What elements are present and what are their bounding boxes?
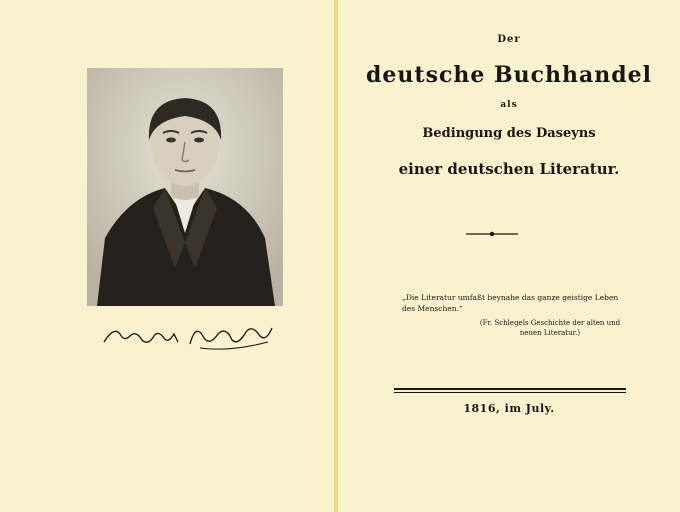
- quote-line-1: „Die Literatur umfaßt beynahe das ganze geistige Leben: [402, 293, 619, 302]
- rule-thick: [394, 388, 626, 390]
- epigraph-quote: [402, 292, 652, 314]
- quote-line-2: des Menschen.“: [402, 304, 463, 313]
- source-line-1: (Fr. Schlegels Geschichte der alten und: [479, 319, 621, 327]
- epigraph-source: [470, 318, 630, 338]
- title-literatur: einer deutschen Literatur.: [398, 160, 620, 178]
- title-bedingung: Bedingung des Daseyns: [422, 126, 596, 141]
- right-page: [338, 0, 680, 512]
- ornament-divider: [466, 229, 518, 239]
- left-page: [0, 0, 337, 512]
- source-line-2: neuen Literatur.): [519, 329, 581, 337]
- title-als: als: [500, 100, 518, 110]
- rule-thin: [394, 392, 626, 393]
- title-main: deutsche Buchhandel: [366, 62, 652, 88]
- signature-image: [100, 312, 278, 358]
- imprint-date: 1816, im July.: [463, 402, 555, 415]
- portrait-image: [87, 68, 283, 306]
- title-der: Der: [497, 34, 521, 45]
